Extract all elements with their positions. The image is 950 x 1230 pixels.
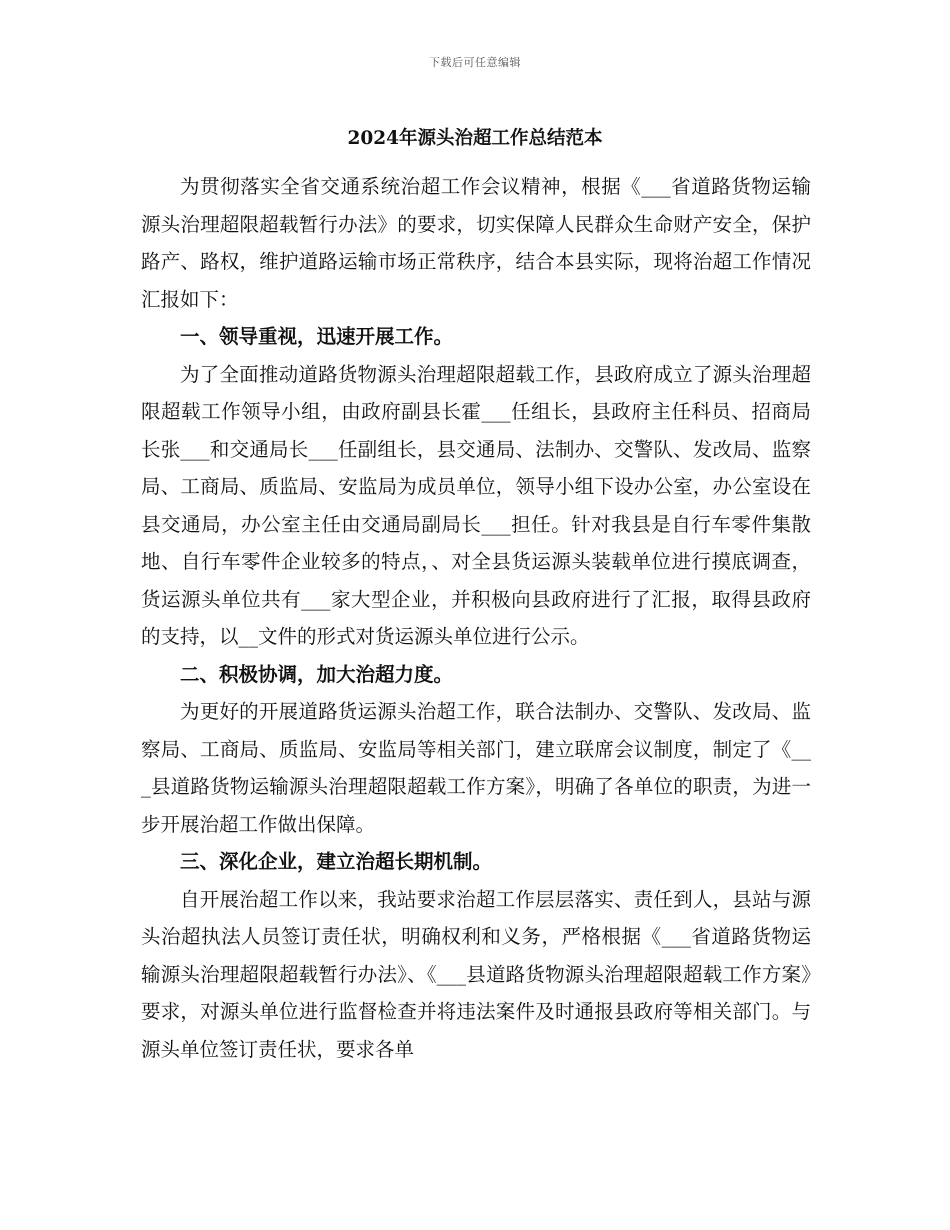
section-3-heading: 三、深化企业，建立治超长期机制。 xyxy=(180,850,493,873)
page-header-note: 下载后可任意编辑 xyxy=(429,56,521,69)
section-1-paragraph: 为了全面推动道路货物源头治理超限超载工作，县政府成立了源头治理超限超载工作领导小组，由政府副县长霍___任组长，县政府主任科员、招商局长张___和交通局长___任副组长，县交通局、法制办、交警队、发改局、监察局、工商局、质监局、安监局为成员单位，领导小组下设办公室，办公室设在县交通局，办公室主任由交通局副局长___担任。针对我县是自行车零件集散地、自行车零件企业较多的特点，、对全县货运源头装载单位进行摸底调查，货运源头单位共有___家大型企业，并积极向县政府进行了汇报，取得县政府的支持，以__文件的形式对货运源头单位进行公示。 xyxy=(141,362,811,648)
section-3-paragraph: 自开展治超工作以来，我站要求治超工作层层落实、责任到人，县站与源头治超执法人员签订责任状，明确权利和义务，严格根据《___省道路货物运输源头治理超限超载暂行办法》、《___县道路货物源头治理超限超载工作方案》要求，对源头单位进行监督检查并将违法案件及时通报县政府等相关部门。与源头单位签订责任状，要求各单 xyxy=(141,887,811,1061)
document-title: 2024年源头治超工作总结范本 xyxy=(347,128,603,149)
section-2-paragraph: 为更好的开展道路货运源头治超工作，联合法制办、交警队、发改局、监察局、工商局、质监局、安监局等相关部门，建立联席会议制度，制定了《___县道路货物运输源头治理超限超载工作方案》，明确了各单位的职责，为进一步开展治超工作做出保障。 xyxy=(141,700,811,836)
section-1-heading: 一、领导重视，迅速开展工作。 xyxy=(180,325,454,348)
intro-paragraph: 为贯彻落实全省交通系统治超工作会议精神，根据《___省道路货物运输源头治理超限超载暂行办法》的要求，切实保障人民群众生命财产安全，保护路产、路权，维护道路运输市场正常秩序，结合本县实际，现将治超工作情况汇报如下： xyxy=(141,175,811,311)
section-2-heading: 二、积极协调，加大治超力度。 xyxy=(180,662,454,686)
document-body xyxy=(141,168,811,1068)
